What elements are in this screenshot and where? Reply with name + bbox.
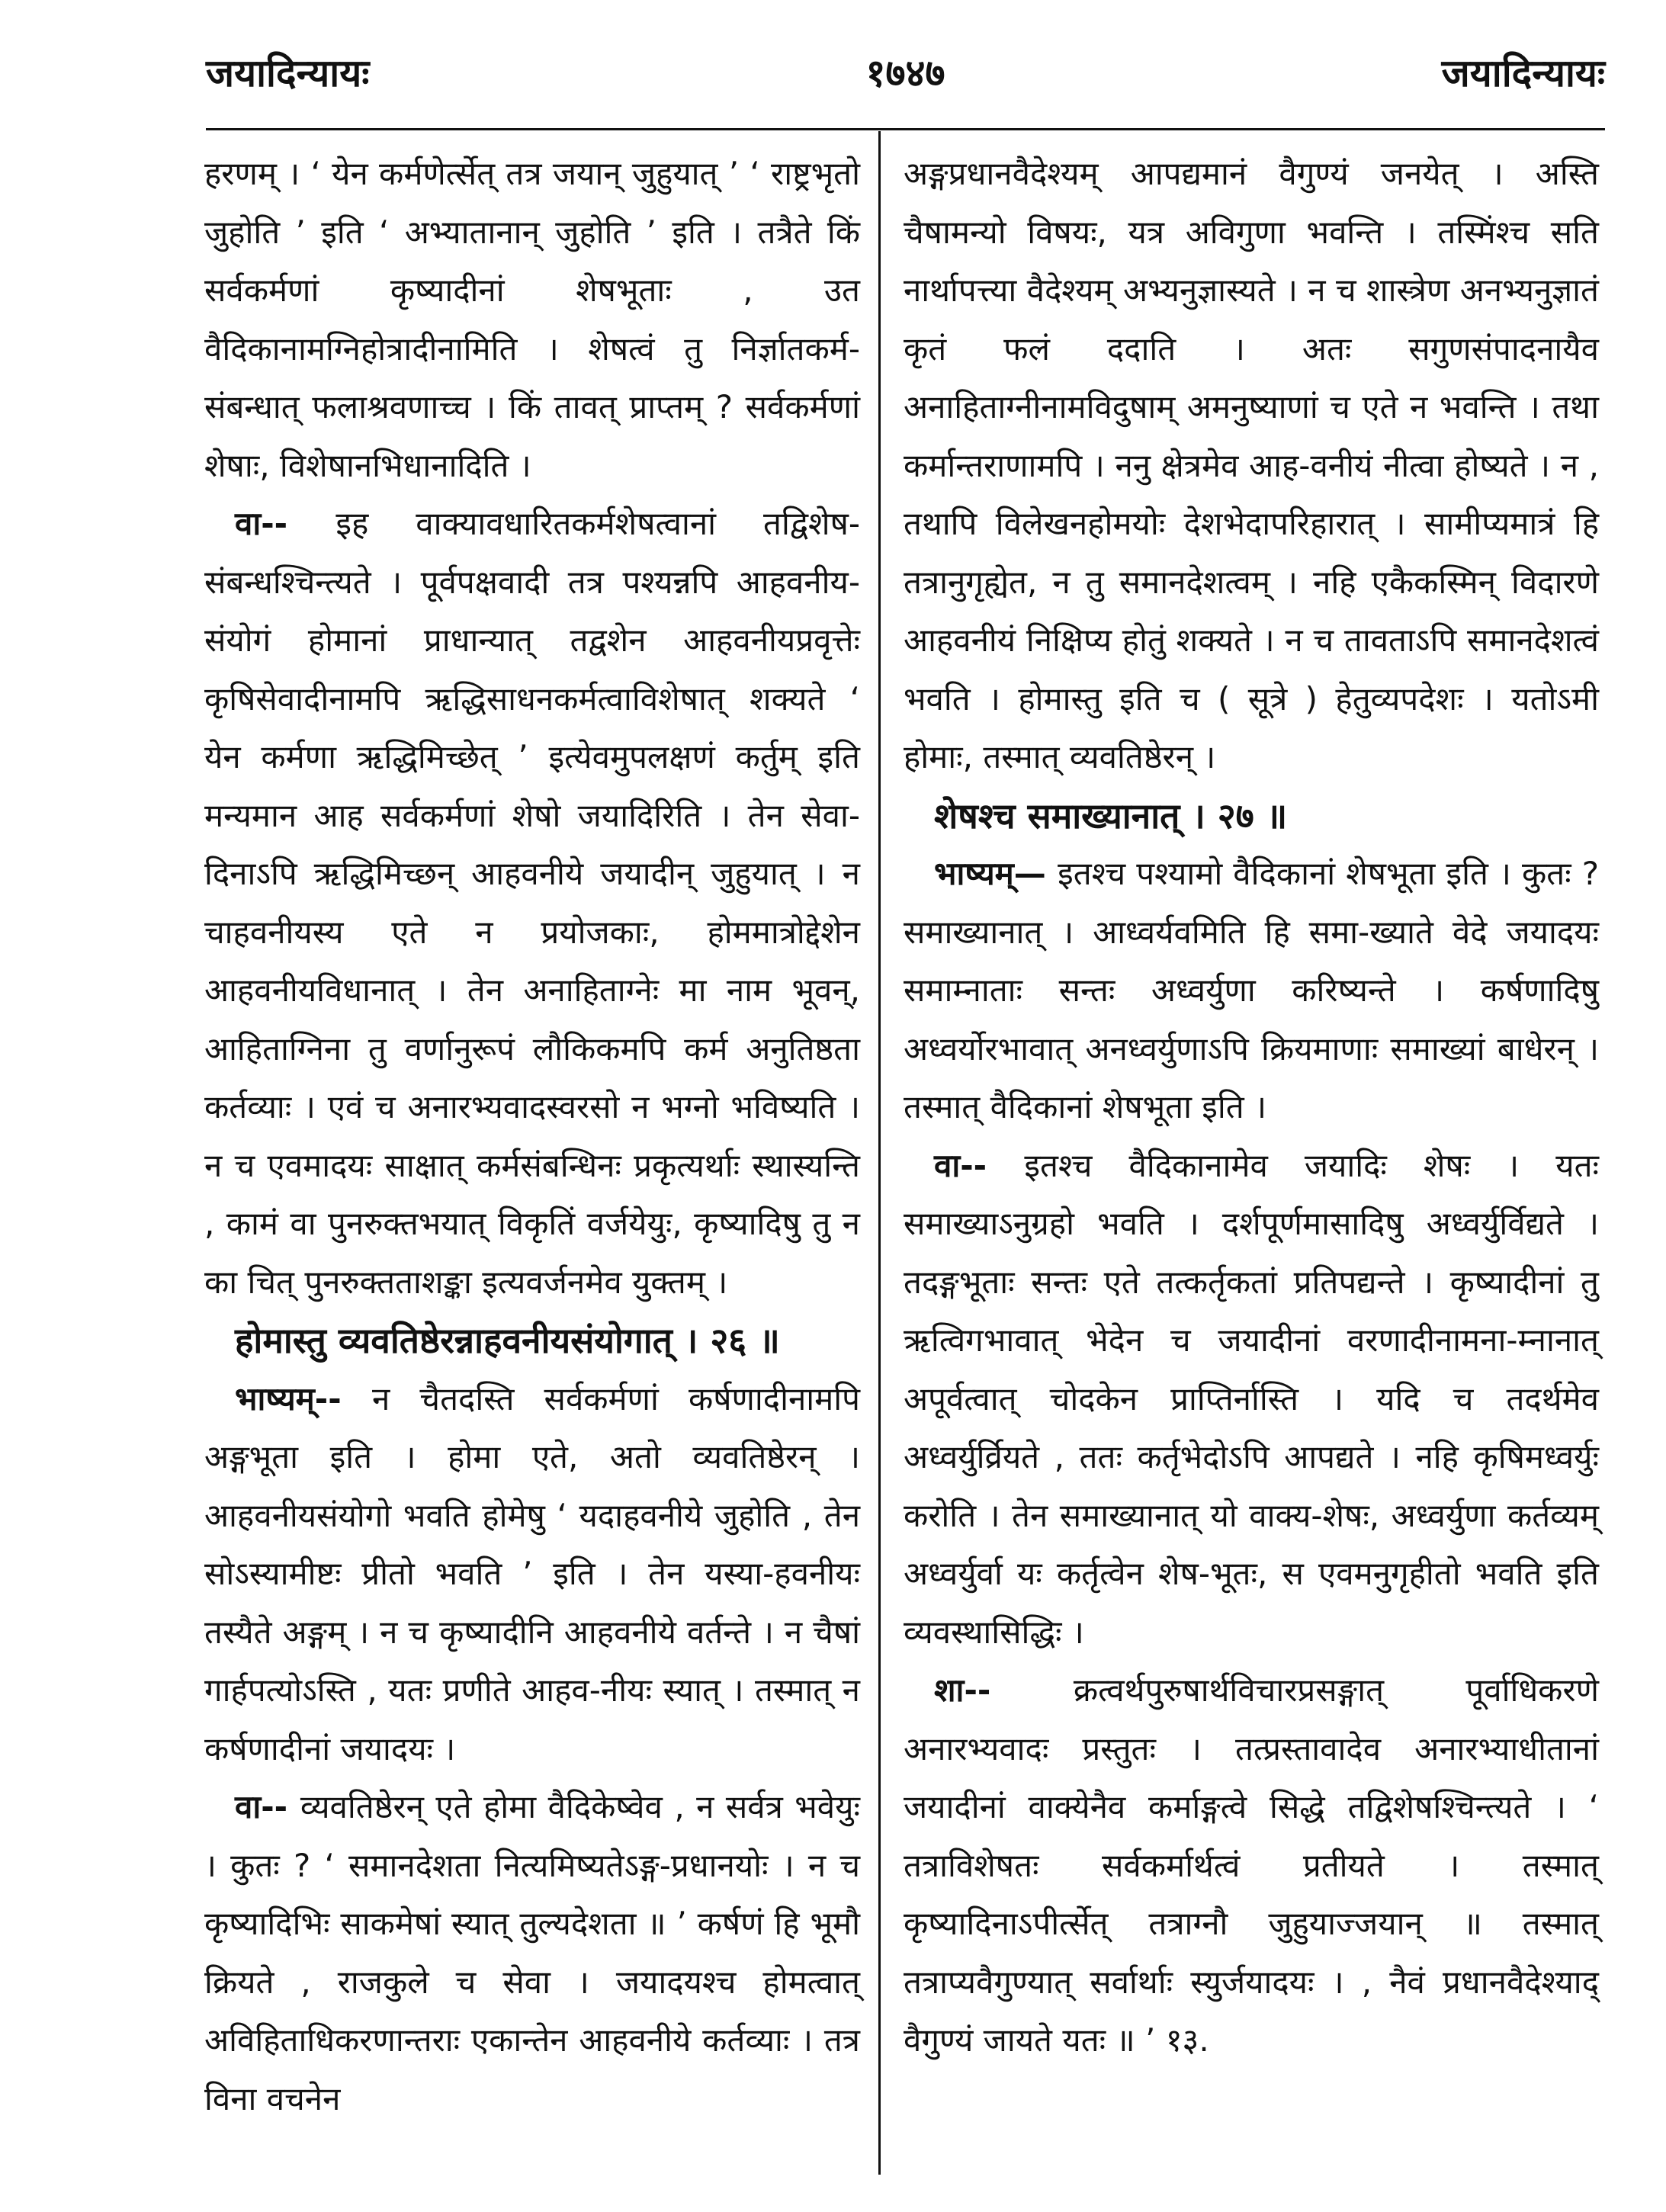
shastra-label: शा-- [934, 1671, 1074, 1709]
column-divider [878, 131, 881, 2175]
paragraph-text: इह वाक्यावधारितकर्मशेषत्वानां तद्विशेष-संबन्धश्चिन्त्यते । पूर्वपक्षवादी तत्र पश्यन्नपि आहवनीय-संयोगं होमानां प्राधान्यात् तद्वशेन आहवनीयप्रवृत्तेः कृषिसेवादीनामपि ऋद्धिसाधनकर्मत्वाविशेषात् शक्यते ‘ येन कर्मणा ऋद्धिमिच्छेत् ’ इत्येवमुपलक्षणं कर्तुम् इति मन्यमान आह सर्वकर्मणां शेषो जयादिरिति । तेन सेवा-दिनाऽपि ऋद्धिमिच्छन् आहवनीये जयादीन् जुहुयात् । न चाहवनीयस्य एते न प्रयोजकाः, होममात्रोद्देशेन आहवनीयविधानात् । तेन अनाहिताग्नेः मा नाम भूवन्, आहिताग्निना तु वर्णानुरूपं लौकिकमपि कर्म अनुतिष्ठता कर्तव्याः । एवं च अनारभ्यवादस्वरसो न भग्नो भविष्यति । न च एवमादयः साक्षात् कर्मसंबन्धिनः प्रकृत्यर्थाः स्थास्यन्ति , कामं वा पुनरुक्तभयात् विकृतिं वर्जयेयुः, कृष्यादिषु तु न का चित् पुनरुक्तताशङ्का इत्यवर्जनमेव युक्तम् । [204, 505, 861, 1301]
vartika-label: वा-- [235, 1788, 300, 1825]
page-number: १७४७ [865, 51, 945, 95]
paragraph-text: न चैतदस्ति सर्वकर्मणां कर्षणादीनामपि अङ्गभूता इति । होमा एते, अतो व्यवतिष्ठेरन् । आहवनीयसंयोगो भवति होमेषु ‘ यदाहवनीये जुहोति , तेन सोऽस्यामीष्टः प्रीतो भवति ’ इति । तेन यस्या-हवनीयः तस्यैते अङ्गम् । न च कृष्यादीनि आहवनीये वर्तन्ते । न चैषां गार्हपत्योऽस्ति , यतः प्रणीते आहव-नीयः स्यात् । तस्मात् न कर्षणादीनां जयादयः । [204, 1379, 860, 1767]
paragraph-text: अङ्गप्रधानवैदेश्यम् आपद्यमानं वैगुण्यं जनयेत् । अस्ति चैषामन्यो विषयः, यत्र अविगुणा भवन्ति । तस्मिंश्च सति नार्थापत्त्या वैदेश्यम् अभ्यनुज्ञास्यते । न च शास्त्रेण अनभ्यनुज्ञातं कृतं फलं ददाति । अतः सगुणसंपादनायैव अनाहिताग्नीनामविदुषाम् अमनुष्याणां च एते न भवन्ति । तथा कर्मान्तराणामपि । ननु क्षेत्रमेव आह-वनीयं नीत्वा होष्यते । न , तथापि विलेखनहोमयोः देशभेदापरिहारात् । सामीप्यमात्रं हि तत्रानुगृह्येत, न तु समानदेशत्वम् । नहि एकैकस्मिन् विदारणे आहवनीयं निक्षिप्य होतुं शक्यते । न च तावताऽपि समानदेशत्वं भवति । होमास्तु इति च ( सूत्रे ) हेतुव्यपदेशः । यतोऽमी होमाः, तस्मात् व्यवतिष्ठेरन् । [904, 155, 1599, 775]
left-column [204, 145, 860, 2128]
vartika-paragraph [204, 495, 860, 1311]
bhashya-paragraph [904, 845, 1599, 1137]
vartika-paragraph [904, 1137, 1599, 1662]
sutra-line [204, 1311, 860, 1370]
paragraph [204, 145, 860, 495]
sutra-text: शेषश्च समाख्यानात् । २७ ॥ [934, 795, 1288, 836]
bhashya-paragraph [204, 1370, 860, 1779]
page-header [206, 46, 1605, 107]
running-title-right: जयादिन्यायः [1441, 51, 1605, 95]
paragraph [904, 145, 1599, 787]
paragraph-text: इतश्च पश्यामो वैदिकानां शेषभूता इति । कुतः ? समाख्यानात् । आध्वर्यवमिति हि समा-ख्याते वेदे जयादयः समाम्नाताः सन्तः अध्वर्युणा करिष्यन्ते । कर्षणादिषु अध्वर्योरभावात् अनध्वर्युणाऽपि क्रियमाणाः समाख्यां बाधेरन् । तस्मात् वैदिकानां शेषभूता इति । [904, 855, 1599, 1125]
paragraph-text: व्यवतिष्ठेरन् एते होमा वैदिकेष्वेव , न सर्वत्र भवेयुः । कुतः ? ‘ समानदेशता नित्यमिष्यतेऽङ्ग-प्रधानयोः । न च कृष्यादिभिः साकमेषां स्यात् तुल्यदेशता ॥ ’ कर्षणं हि भूमौ क्रियते , राजकुले च सेवा । जयादयश्च होमत्वात् अविहिताधिकरणान्तराः एकान्तेन आहवनीये कर्तव्याः । तत्र विना वचनेन [204, 1788, 860, 2117]
running-title-left: जयादिन्यायः [206, 51, 370, 95]
bhashya-label: भाष्यम्— [934, 855, 1058, 892]
right-column [904, 145, 1599, 2070]
paragraph-text: क्रत्वर्थपुरुषार्थविचारप्रसङ्गात् पूर्वाधिकरणे अनारभ्यवादः प्रस्तुतः । तत्प्रस्तावादेव अनारभ्याधीतानां जयादीनां वाक्येनैव कर्माङ्गत्वे सिद्धे तद्विशेषश्चिन्त्यते । ‘ तत्राविशेषतः सर्वकर्मार्थत्वं प्रतीयते । तस्मात् कृष्यादिनाऽपीर्त्सेत् तत्राग्नौ जुहुयाज्जयान् ॥ तस्मात् तत्राप्यवैगुण्यात् सर्वार्थाः स्युर्जयादयः । , नैवं प्रधानवैदेश्याद् वैगुण्यं जायते यतः ॥ ’ १३. [904, 1671, 1599, 2059]
bhashya-label: भाष्यम्-- [235, 1379, 373, 1417]
vartika-label: वा-- [934, 1146, 1025, 1184]
vartika-paragraph [204, 1778, 860, 2128]
paragraph-text: हरणम् । ‘ येन कर्मणेर्त्सेत् तत्र जयान् जुहुयात् ’ ‘ राष्ट्रभृतो जुहोति ’ इति ‘ अभ्यातानान् जुहोति ’ इति । तत्रैते किं सर्वकर्मणां कृष्यादीनां शेषभूताः , उत वैदिकानामग्निहोत्रादीनामिति । शेषत्वं तु निर्ज्ञातकर्म-संबन्धात् फलाश्रवणाच्च । किं तावत् प्राप्तम् ? सर्वकर्मणां शेषाः, विशेषानभिधानादिति । [204, 155, 860, 484]
sutra-text: होमास्तु व्यवतिष्ठेरन्नाहवनीयसंयोगात् । २६ ॥ [235, 1320, 780, 1361]
paragraph-text: इतश्च वैदिकानामेव जयादिः शेषः । यतः समाख्याऽनुग्रहो भवति । दर्शपूर्णमासादिषु अध्वर्युर्विद्यते । तदङ्गभूताः सन्तः एते तत्कर्तृकतां प्रतिपद्यन्ते । कृष्यादीनां तु ऋत्विगभावात् भेदेन च जयादीनां वरणादीनामना-म्नानात् अपूर्वत्वात् चोदकेन प्राप्तिर्नास्ति । यदि च तदर्थमेव अध्वर्युर्व्रियते , ततः कर्तृभेदोऽपि आपद्यते । नहि कृषिमध्वर्युः करोति । तेन समाख्यानात् यो वाक्य-शेषः, अध्वर्युणा कर्तव्यम् अध्वर्युर्वा यः कर्तृत्वेन शेष-भूतः, स एवमनुगृहीतो भवति इति व्यवस्थासिद्धिः । [904, 1146, 1599, 1651]
shastra-paragraph [904, 1661, 1599, 2070]
header-rule [206, 128, 1605, 130]
vartika-label: वा-- [235, 505, 336, 542]
sutra-line [904, 787, 1599, 846]
